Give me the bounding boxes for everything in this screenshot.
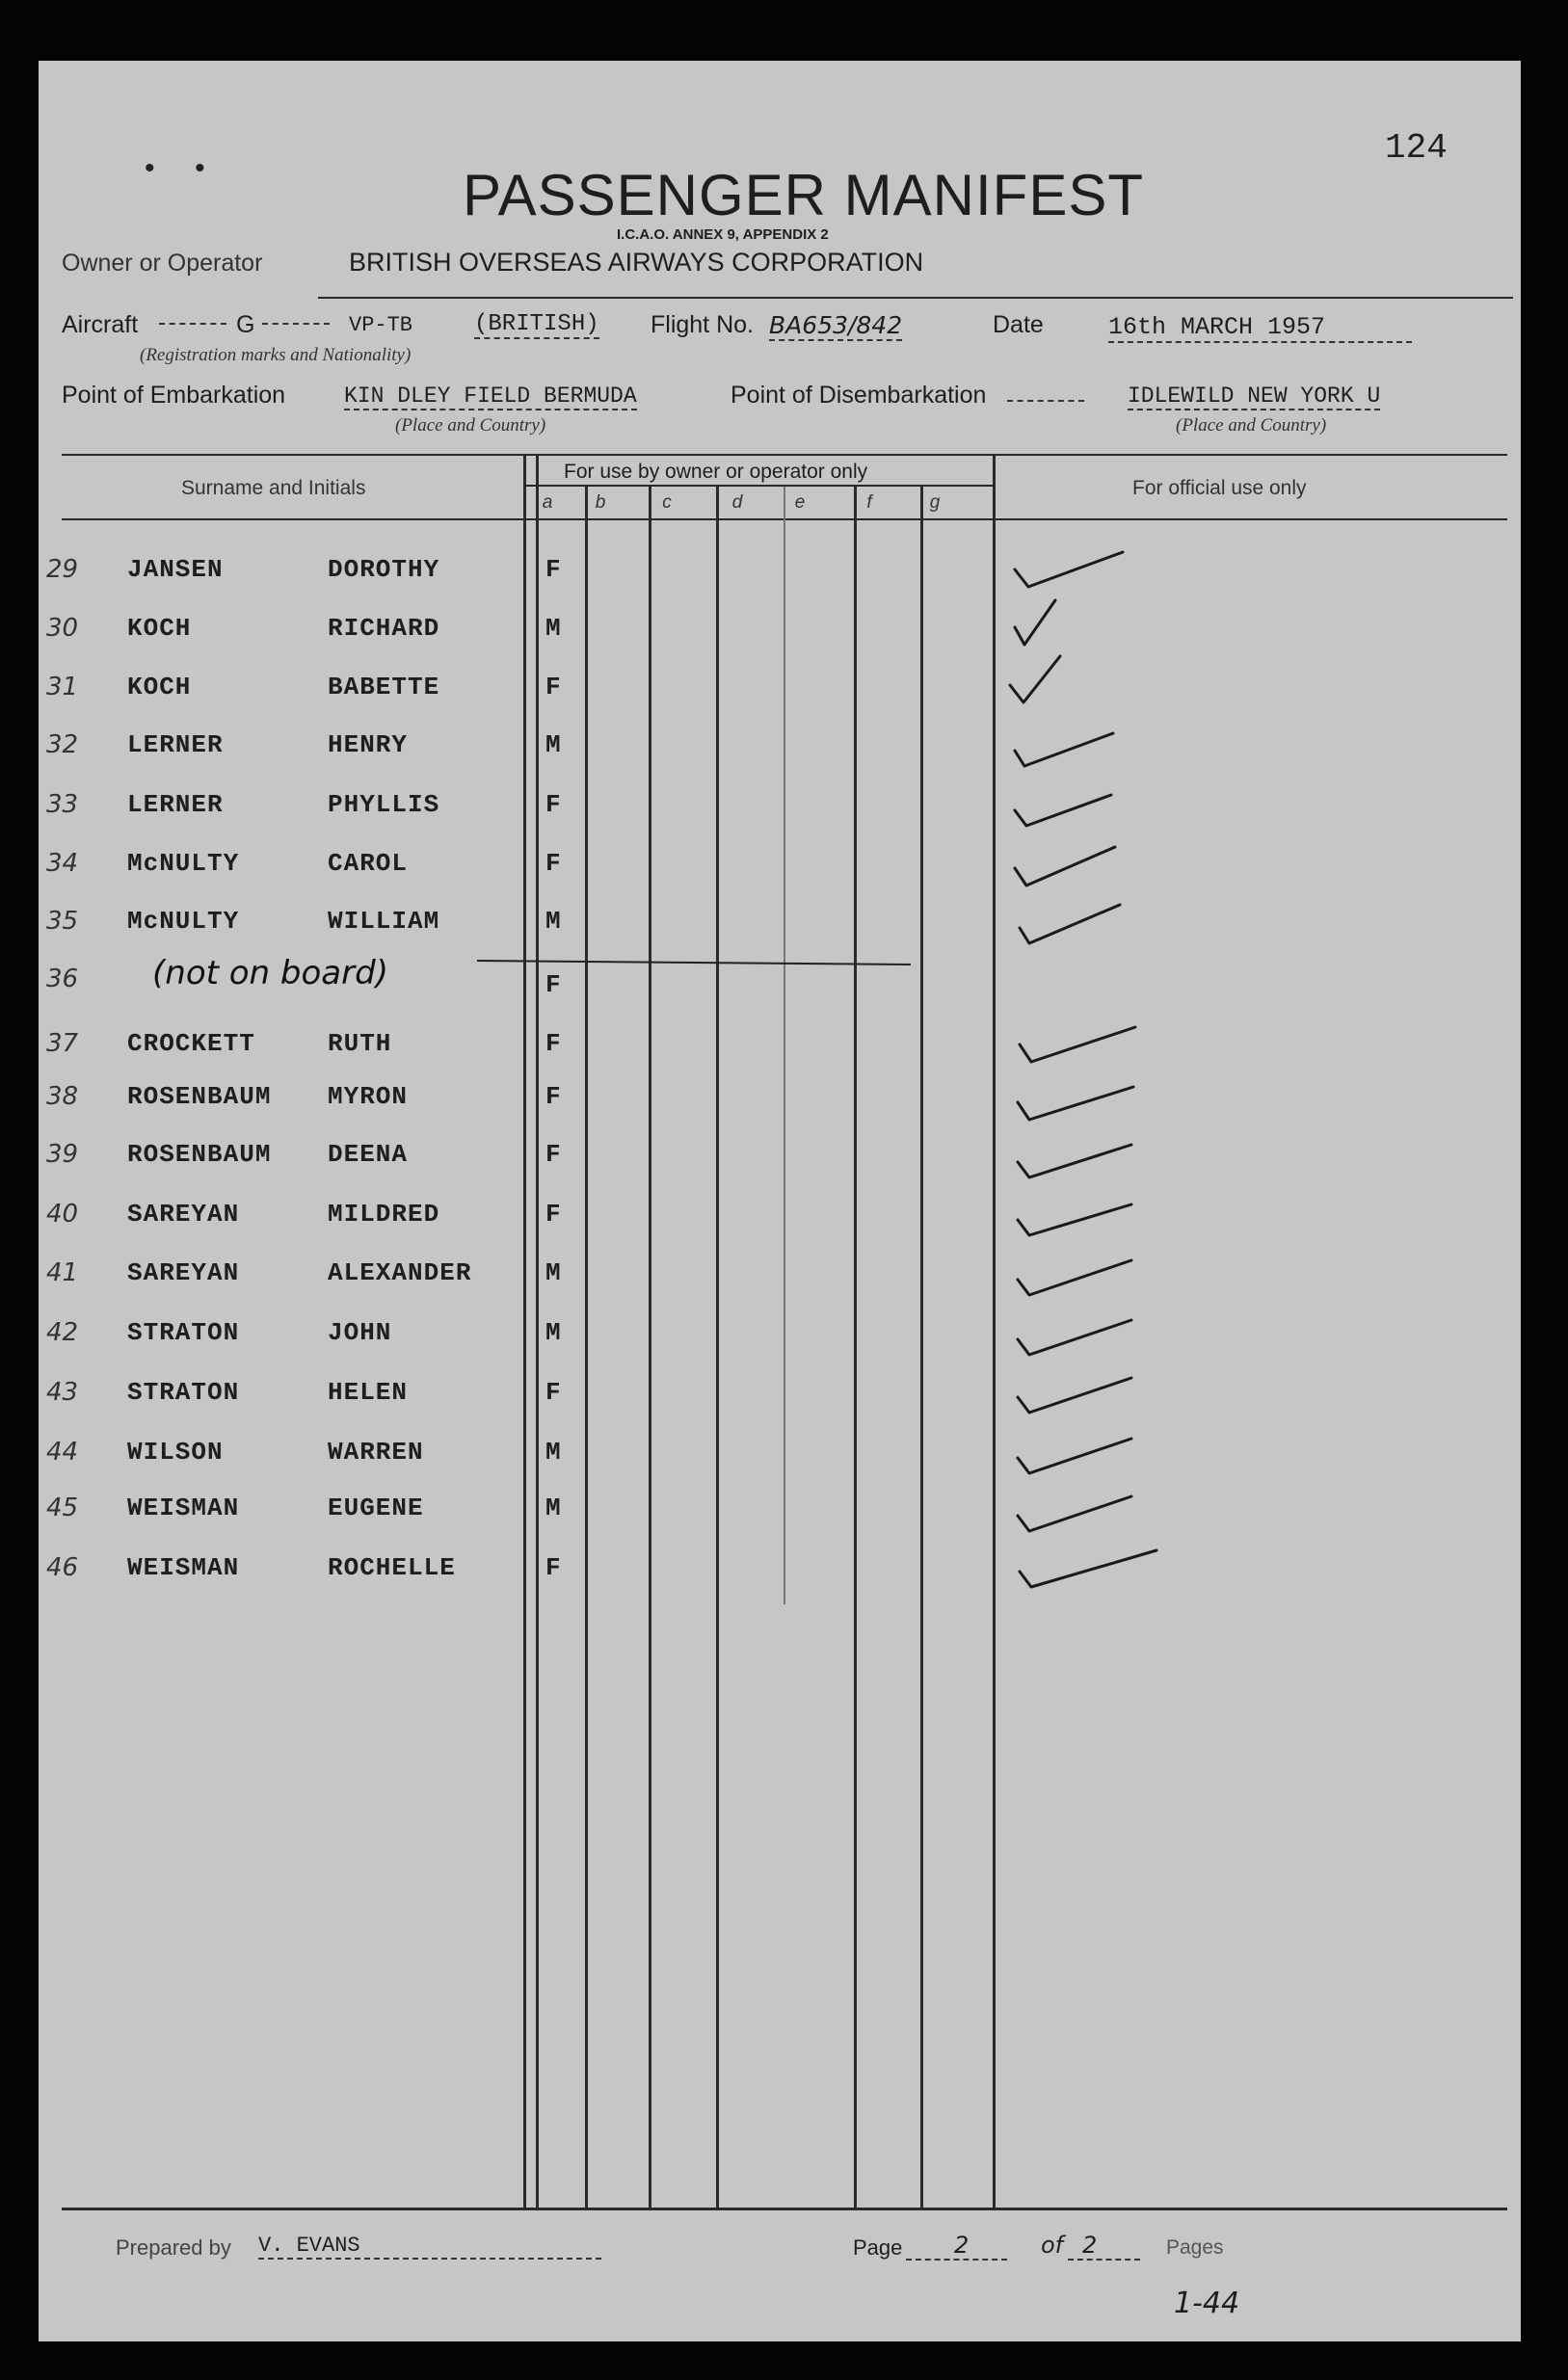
page-subtitle: I.C.A.O. ANNEX 9, APPENDIX 2 [617,226,829,243]
passenger-sex: F [545,555,561,584]
page-label: Page [853,2235,903,2260]
passenger-surname: CROCKETT [127,1029,255,1058]
passenger-name: MILDRED [328,1200,440,1229]
passenger-name: RICHARD [328,614,440,643]
passenger-sex: M [545,730,561,759]
passenger-row-29 [39,550,1002,589]
passenger-row-43 [39,1373,1002,1412]
column-d-header: d [731,492,743,513]
passenger-sex: M [545,1318,561,1347]
passenger-name: RUTH [328,1029,392,1058]
passenger-surname: JANSEN [127,555,224,584]
handwritten-not-on-board-note: (not on board) [152,954,388,992]
passenger-row-40 [39,1195,1002,1233]
disembarkation-note: (Place and Country) [1176,415,1327,436]
passenger-number: 30 [46,614,79,643]
passenger-sex: F [545,970,561,999]
passenger-name: WARREN [328,1438,424,1467]
passenger-number: 44 [46,1438,79,1467]
aircraft-registration: VP-TB [349,313,413,337]
passenger-surname: ROSENBAUM [127,1082,272,1111]
passenger-name: DOROTHY [328,555,440,584]
of-value: 2 [1068,2232,1140,2261]
passenger-sex: M [545,1438,561,1467]
passenger-row-31 [39,668,1002,706]
passenger-name: ROCHELLE [328,1553,456,1582]
passenger-sex: F [545,1140,561,1169]
passenger-name: CAROL [328,849,409,878]
surname-column-header: Surname and Initials [181,477,366,499]
owner-label: Owner or Operator [62,250,263,277]
passenger-number: 31 [46,673,79,701]
disembarkation-label: Point of Disembarkation [731,382,987,409]
passenger-surname: KOCH [127,614,192,643]
page-title: PASSENGER MANIFEST [463,163,1145,227]
page-stamp: 124 [1385,128,1448,168]
passenger-row-34 [39,844,1002,883]
passenger-sex: F [545,673,561,701]
prepared-by-label: Prepared by [116,2235,231,2260]
passenger-row-37 [39,1024,1002,1063]
prepared-by-value: V. EVANS [258,2234,601,2260]
passenger-sex: F [545,1378,561,1407]
operator-column-header: For use by owner or operator only [564,461,868,483]
passenger-row-39 [39,1135,1002,1174]
passenger-number: 45 [46,1494,79,1522]
passenger-sex: F [545,1082,561,1111]
aircraft-label: Aircraft [62,311,139,338]
passenger-row-46 [39,1548,1002,1587]
pages-label: Pages [1166,2236,1224,2259]
passenger-surname: STRATON [127,1378,240,1407]
passenger-sex: M [545,614,561,643]
passenger-number: 32 [46,730,79,759]
passenger-row-38 [39,1077,1002,1116]
passenger-number: 46 [46,1553,79,1582]
column-a-header: a [542,492,553,513]
hole-punch-marks: • • [145,152,205,184]
embarkation-label: Point of Embarkation [62,382,286,409]
aircraft-nationality: (BRITISH) [474,311,599,337]
flight-label: Flight No. [651,311,754,338]
bottom-note: 1-44 [1174,2287,1240,2320]
page-value: 2 [906,2232,1007,2261]
owner-value: BRITISH OVERSEAS AIRWAYS CORPORATION [349,248,924,277]
passenger-number: 35 [46,907,79,936]
passenger-row-36 [39,954,1002,999]
checkmark-icon [1012,880,1137,957]
passenger-row-42 [39,1313,1002,1352]
passenger-number: 41 [46,1258,79,1287]
passenger-name: HENRY [328,730,409,759]
passenger-name: ALEXANDER [328,1258,472,1287]
passenger-row-33 [39,785,1002,824]
passenger-row-35 [39,902,1002,940]
passenger-name: EUGENE [328,1494,424,1522]
of-label: of [1041,2232,1064,2259]
passenger-surname: WILSON [127,1438,224,1467]
flight-value: BA653/842 [769,311,903,339]
passenger-sex: M [545,1258,561,1287]
passenger-name: BABETTE [328,673,440,701]
passenger-row-44 [39,1433,1002,1471]
passenger-number: 38 [46,1082,79,1111]
column-g-header: g [929,492,941,513]
passenger-number: 34 [46,849,79,878]
passenger-surname: ROSENBAUM [127,1140,272,1169]
passenger-sex: M [545,907,561,936]
passenger-surname: KOCH [127,673,192,701]
passenger-number: 37 [46,1029,79,1058]
embarkation-value: KIN DLEY FIELD BERMUDA [344,383,637,409]
passenger-name: MYRON [328,1082,409,1111]
passenger-number: 40 [46,1200,79,1229]
passenger-sex: M [545,1494,561,1522]
passenger-surname: LERNER [127,730,224,759]
passenger-row-45 [39,1489,1002,1527]
passenger-surname: SAREYAN [127,1200,240,1229]
passenger-surname: LERNER [127,790,224,819]
passenger-name: JOHN [328,1318,392,1347]
passenger-number: 42 [46,1318,79,1347]
passenger-number: 36 [46,965,79,993]
aircraft-prefix: G [236,311,255,338]
checkmark-icon [1012,1523,1166,1600]
passenger-number: 43 [46,1378,79,1407]
column-e-header: e [794,492,806,513]
official-column-header: For official use only [1132,477,1307,499]
passenger-row-41 [39,1254,1002,1292]
date-value: 16th MARCH 1957 [1108,313,1412,343]
column-b-header: b [595,492,606,513]
passenger-row-32 [39,726,1002,764]
passenger-sex: F [545,1029,561,1058]
passenger-sex: F [545,1553,561,1582]
passenger-name: HELEN [328,1378,409,1407]
passenger-row-30 [39,609,1002,648]
passenger-surname: McNULTY [127,907,240,936]
manifest-sheet [39,61,1521,2341]
passenger-sex: F [545,790,561,819]
passenger-number: 29 [46,555,79,584]
passenger-surname: SAREYAN [127,1258,240,1287]
passenger-name: WILLIAM [328,907,440,936]
passenger-number: 33 [46,790,79,819]
passenger-surname: STRATON [127,1318,240,1347]
passenger-surname: WEISMAN [127,1553,240,1582]
column-f-header: f [866,492,872,513]
embarkation-note: (Place and Country) [395,415,546,436]
passenger-sex: F [545,1200,561,1229]
passenger-name: PHYLLIS [328,790,440,819]
passenger-number: 39 [46,1140,79,1169]
passenger-name: DEENA [328,1140,409,1169]
passenger-surname: WEISMAN [127,1494,240,1522]
passenger-surname: McNULTY [127,849,240,878]
aircraft-note: (Registration marks and Nationality) [140,345,412,365]
date-label: Date [993,311,1044,338]
disembarkation-value: IDLEWILD NEW YORK U [1128,383,1381,409]
column-c-header: c [662,492,672,513]
passenger-sex: F [545,849,561,878]
